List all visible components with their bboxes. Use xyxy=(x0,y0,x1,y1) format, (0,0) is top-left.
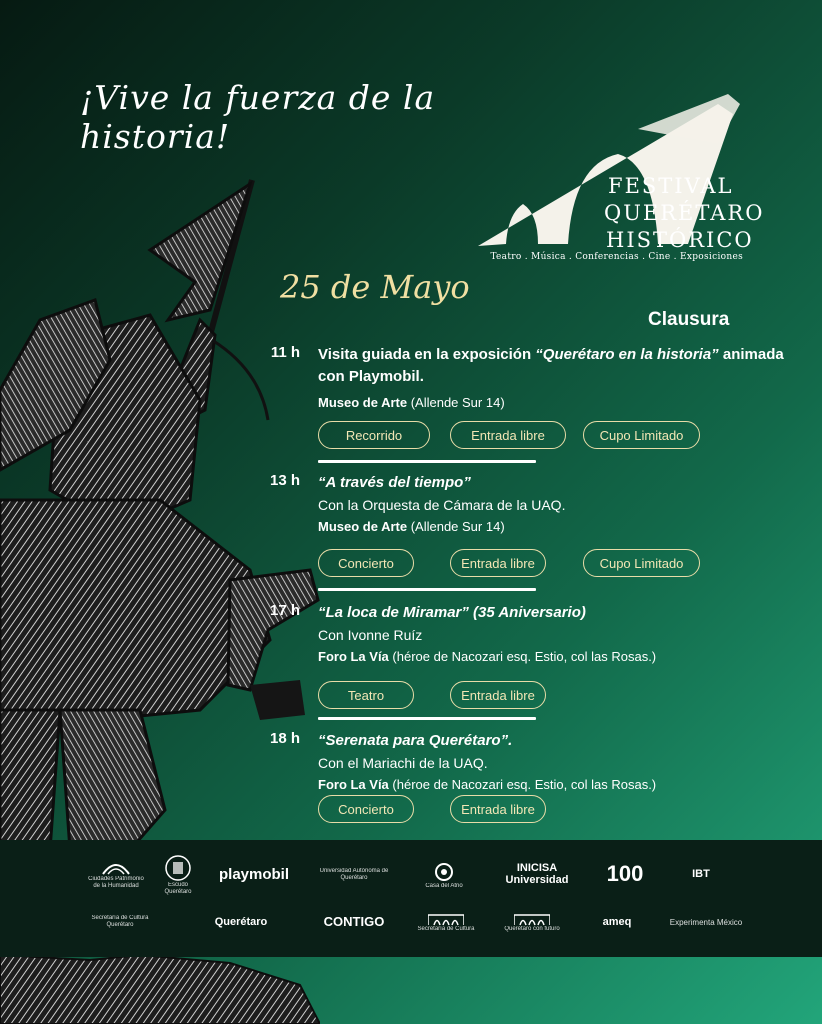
sponsor-name: Secretaría de Cultura xyxy=(417,925,475,932)
tag-pill[interactable]: Cupo Limitado xyxy=(583,549,700,577)
coat-of-arms-icon xyxy=(165,854,191,882)
event-title xyxy=(318,344,808,388)
event-venue xyxy=(318,392,808,414)
event-details xyxy=(318,344,808,414)
sponsor-logo xyxy=(670,854,732,894)
event-title xyxy=(318,472,808,494)
event-subtitle: Con Ivonne Ruíz xyxy=(318,627,423,643)
tag-pill[interactable]: Entrada libre xyxy=(450,421,566,449)
event-time: 17 h xyxy=(269,602,300,619)
tag-pill[interactable]: Recorrido xyxy=(318,421,430,449)
sponsor-name: Casa del Atrio xyxy=(425,882,463,889)
event-title xyxy=(318,730,808,752)
arches-icon xyxy=(514,912,550,926)
casa-del-atrio-icon xyxy=(434,861,454,883)
sponsor-name: Universidad Autónoma de Querétaro xyxy=(319,868,389,881)
sponsor-logo xyxy=(212,858,296,892)
festival-logo xyxy=(478,84,765,264)
event-divider xyxy=(318,717,536,720)
sponsor-name: Querétaro xyxy=(214,916,268,928)
logo-line-historico: HISTÓRICO xyxy=(606,228,754,252)
logo-line-festival: FESTIVAL xyxy=(608,174,734,198)
event-title-text: “La loca de Miramar” (35 Aniversario) xyxy=(318,604,586,621)
event-details xyxy=(318,472,808,538)
sponsor-logo xyxy=(410,852,478,898)
event-subtitle: Con la Orquesta de Cámara de la UAQ. xyxy=(318,497,566,513)
sponsor-name: IBT xyxy=(692,868,710,880)
venue-name: Foro La Vía xyxy=(318,649,389,664)
poster-headline: ¡Vive la fuerza de la historia! xyxy=(80,78,436,156)
event-divider xyxy=(318,588,536,591)
sponsor-logo xyxy=(155,854,201,896)
sponsor-logo xyxy=(412,900,480,944)
sponsor-logo xyxy=(498,900,566,944)
sponsor-name: Experimenta México xyxy=(669,917,743,927)
sponsor-logo xyxy=(496,854,578,894)
statue-base-illustration xyxy=(0,955,320,1024)
sponsor-logo xyxy=(598,854,652,894)
event-title-text: “Serenata para Querétaro”. xyxy=(318,732,513,749)
event-subtitle: Con el Mariachi de la UAQ. xyxy=(318,755,488,771)
event-details xyxy=(318,602,808,668)
venue-name: Museo de Arte xyxy=(318,395,408,410)
sponsor-name: Querétaro con futuro xyxy=(504,925,560,932)
tag-pill[interactable]: Entrada libre xyxy=(450,549,546,577)
arches-icon xyxy=(428,912,464,926)
sponsor-logo xyxy=(314,858,394,892)
event-title-part: animada con Playmobil. xyxy=(318,346,784,385)
venue-address: (héroe de Nacozari esq. Estio, col las Rosas.) xyxy=(388,649,657,664)
sponsor-logo xyxy=(80,900,160,944)
venue-address: (Allende Sur 14) xyxy=(407,395,505,410)
event-date: 25 de Mayo xyxy=(280,268,470,306)
event-title-part: Visita guiada en la exposición xyxy=(318,346,536,363)
venue-name: Museo de Arte xyxy=(318,519,408,534)
sponsor-name: Ciudades Patrimonio de la Humanidad xyxy=(88,876,144,889)
sponsor-logo xyxy=(88,854,144,896)
sponsor-name: ameq xyxy=(602,916,632,928)
sponsor-name: Escudo Querétaro xyxy=(164,882,192,895)
event-divider xyxy=(318,460,536,463)
event-time: 18 h xyxy=(269,730,300,747)
tag-pill[interactable]: Teatro xyxy=(318,681,414,709)
event-title xyxy=(318,602,808,624)
sponsor-logo xyxy=(314,900,394,944)
sponsor-name: playmobil xyxy=(218,866,289,883)
event-venue xyxy=(318,774,808,796)
sponsors-bar xyxy=(0,840,822,957)
logo-line-queretaro: QUERÉTARO xyxy=(604,201,765,225)
sponsor-name: Secretaría de Cultura Querétaro xyxy=(91,915,149,928)
heritage-cities-icon xyxy=(101,860,131,876)
event-title-text: “A través del tiempo” xyxy=(318,474,471,491)
event-details xyxy=(318,730,808,796)
sponsor-name: CONTIGO xyxy=(323,914,385,929)
venue-name: Foro La Vía xyxy=(318,777,389,792)
tag-pill[interactable]: Concierto xyxy=(318,795,414,823)
event-time: 13 h xyxy=(269,472,300,489)
tag-pill[interactable]: Cupo Limitado xyxy=(583,421,700,449)
event-time: 11 h xyxy=(270,344,300,361)
tag-pill[interactable]: Concierto xyxy=(318,549,414,577)
event-venue xyxy=(318,516,808,538)
sponsor-logo xyxy=(668,900,744,944)
tag-pill[interactable]: Entrada libre xyxy=(450,795,546,823)
section-title: Clausura xyxy=(648,309,730,330)
sponsor-logo xyxy=(588,900,646,944)
sponsor-name: INICISA Universidad xyxy=(505,862,569,886)
event-venue xyxy=(318,646,808,668)
tag-pill[interactable]: Entrada libre xyxy=(450,681,546,709)
venue-address: (Allende Sur 14) xyxy=(407,519,505,534)
sponsor-logo xyxy=(196,900,286,944)
logo-tagline: Teatro . Música . Conferencias . Cine . Exposiciones xyxy=(490,252,743,262)
event-title-exhibit: “Querétaro en la historia” xyxy=(535,346,719,363)
venue-address: (héroe de Nacozari esq. Estio, col las Rosas.) xyxy=(388,777,657,792)
sponsor-name: 100 xyxy=(606,861,644,886)
